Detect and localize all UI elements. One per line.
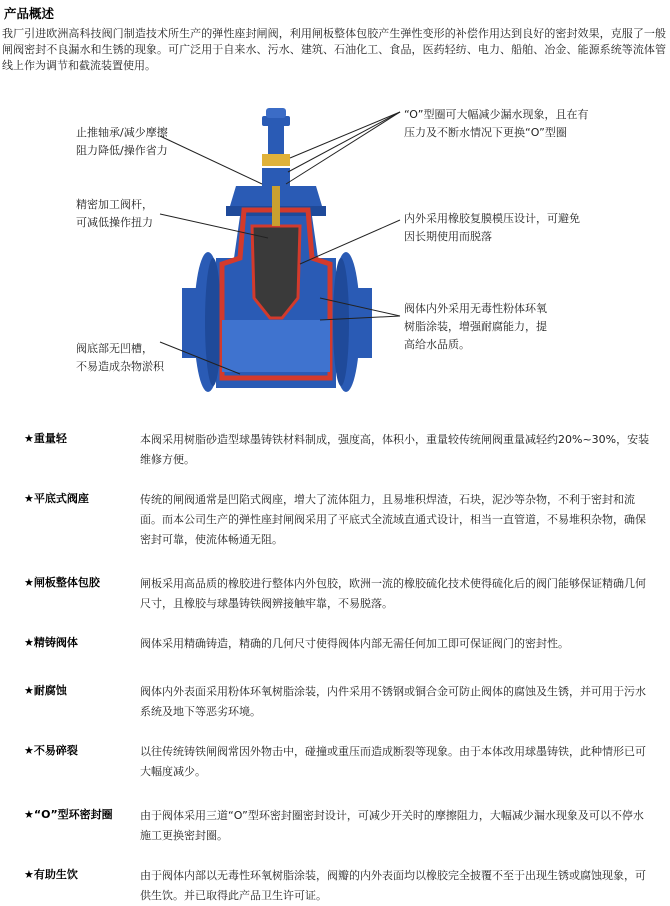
- valve-illustration: [182, 108, 372, 392]
- callout-stem: [76, 196, 153, 232]
- feature-title: ★耐腐蚀: [24, 684, 67, 697]
- callout-line: 高给水品质。: [404, 338, 470, 351]
- callout-line: 可减低操作扭力: [76, 216, 153, 229]
- intro-paragraph: 我厂引进欧洲高科技阀门制造技术所生产的弹性座封闸阀，利用闸板整体包胶产生弹性变形的补偿作用达到良好的密封效果，克服了一般闸阀密封不良漏水和生锈的现象。可广泛用于自来水、污水、建筑、石油化工、食品，医药轻纺、电力、船舶、冶金、能源系统等流体管线上作为调节和截流装置使用。: [2, 27, 666, 72]
- callout-line: 内外采用橡胶复膜模压设计，可避免: [404, 212, 580, 225]
- feature-desc: 闸板采用高品质的橡胶进行整体内外包胶，欧洲一流的橡胶硫化技术使得硫化后的阀门能够保证精确几何尺寸，且橡胶与球墨铸铁阀辨接触牢靠，不易脱落。: [140, 577, 646, 610]
- callout-line: 不易造成杂物淤积: [76, 360, 164, 373]
- feature-desc: 本阀采用树脂砂造型球墨铸铁材料制成，强度高，体积小，重量较传统闸阀重量减轻约20%~30%，安装维修方便。: [140, 433, 650, 466]
- feature-desc: 阀体内外表面采用粉体环氧树脂涂装，内件采用不锈钢或铜合金可防止阀体的腐蚀及生锈，并可用于污水系统及地下等恶劣环境。: [140, 685, 646, 718]
- callout-bottom: [76, 340, 164, 376]
- feature-desc: 以往传统铸铁闸阀常因外物击中，碰撞或重压而造成断裂等现象。由于本体改用球墨铸铁，此种情形已可大幅度减少。: [140, 745, 646, 778]
- feature-title: ★重量轻: [24, 432, 67, 445]
- feature-title: ★闸板整体包胶: [24, 576, 100, 589]
- feature-desc: 传统的闸阀通常是凹陷式阀座，增大了流体阻力，且易堆积焊渣，石块，泥沙等杂物，不利于密封和流面。而本公司生产的弹性座封闸阀采用了平底式全流域直通式设计，相当一直管道，不易堆积杂物，确保密封可靠，使流体畅通无阻。: [140, 493, 646, 546]
- feature-title: ★不易碎裂: [24, 744, 78, 757]
- callout-line: 阻力降低/操作省力: [76, 144, 168, 157]
- callout-line: 阀体内外采用无毒性粉体环氧: [404, 302, 547, 315]
- callout-epoxy: [404, 300, 547, 354]
- feature-title: ★有助生饮: [24, 868, 78, 881]
- callout-line: 阀底部无凹槽，: [76, 342, 153, 355]
- valve-figure: [0, 88, 670, 408]
- feature-desc: 由于阀体内部以无毒性环氧树脂涂装，阀瓣的内外表面均以橡胶完全披覆不至于出现生锈或腐蚀现象，可供生饮。并已取得此产品卫生许可证。: [140, 869, 646, 902]
- callout-line: 压力及不断水情况下更换“O”型圈: [404, 126, 567, 139]
- section-heading: 产品概述: [4, 6, 55, 21]
- callout-line: 树脂涂装，增强耐腐能力，提: [404, 320, 547, 333]
- callout-line: 止推轴承/减少摩擦: [76, 126, 168, 139]
- callout-thrust-bearing: [76, 124, 168, 160]
- feature-title: ★平底式阀座: [24, 492, 89, 505]
- callout-line: “O”型圈可大幅减少漏水现象，且在有: [404, 108, 589, 121]
- callout-line: 因长期使用而脱落: [404, 230, 492, 243]
- callout-o-ring: [404, 106, 588, 142]
- feature-desc: 阀体采用精确铸造，精确的几何尺寸使得阀体内部无需任何加工即可保证阀门的密封性。: [140, 637, 569, 650]
- callout-rubber: [404, 210, 580, 246]
- feature-title: ★精铸阀体: [24, 636, 78, 649]
- callout-line: 精密加工阀杆，: [76, 198, 153, 211]
- feature-title: ★“O”型环密封圈: [24, 808, 113, 821]
- feature-desc: 由于阀体采用三道“O”型环密封圈密封设计，可减少开关时的摩擦阻力，大幅减少漏水现象及可以不停水施工更换密封圈。: [140, 809, 644, 842]
